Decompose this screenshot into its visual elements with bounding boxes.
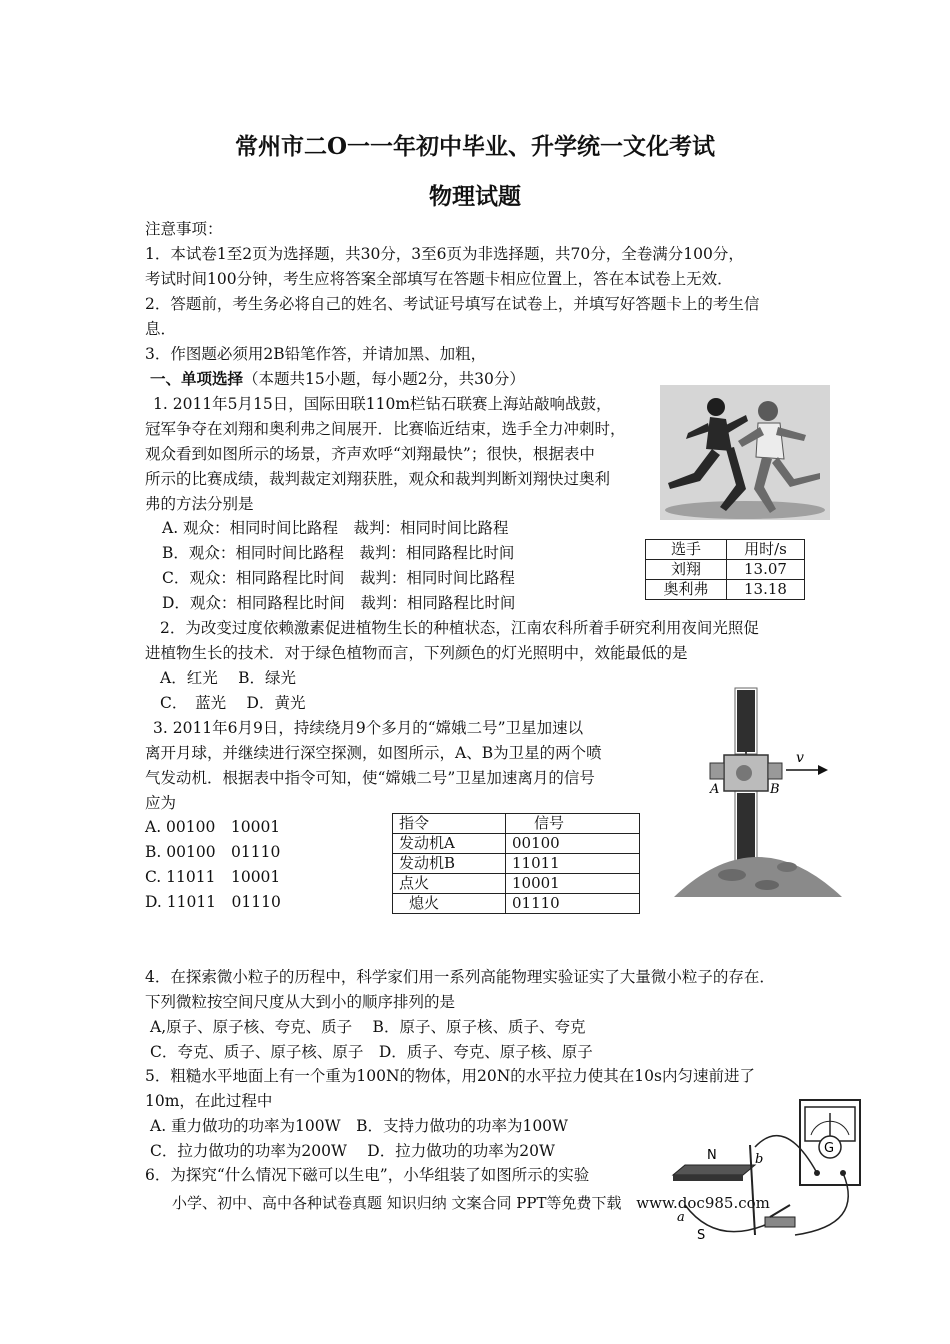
q2-options-1: A．红光 B．绿光: [160, 669, 297, 687]
q4-line-2: 下列微粒按空间尺度从大到小的顺序排列的是: [145, 993, 456, 1011]
galvanometer-label: G: [824, 1141, 835, 1156]
table-row: [393, 854, 640, 874]
q1-option-b: B．观众：相同时间比路程 裁判：相同路程比时间: [162, 544, 515, 562]
electromagnetic-induction-figure: [655, 1095, 865, 1250]
q5-line-2: 10m，在此过程中: [145, 1092, 273, 1110]
q4-options-2: C．夸克、质子、原子核、原子 D．质子、夸克、原子核、原子: [150, 1043, 593, 1061]
magnet-north-label: N: [707, 1148, 717, 1163]
hurdles-runners-figure: [660, 385, 830, 520]
engine-b-label: B: [770, 782, 780, 797]
table-header-row: [646, 540, 805, 560]
q3-option-d: D. 11011 01110: [145, 893, 281, 911]
wire-a-label: a: [677, 1210, 685, 1225]
table-cell: 发动机A: [393, 834, 506, 854]
notice-heading: 注意事项：: [145, 220, 223, 238]
magnet-south-label: S: [697, 1228, 706, 1243]
table-header-row: [393, 814, 640, 834]
wire-b-label: b: [755, 1152, 764, 1167]
table-row: [393, 874, 640, 894]
engine-a-label: A: [710, 782, 720, 797]
q2-options-2: C． 蓝光 D．黄光: [160, 694, 306, 712]
exam-title: 常州市二O一一年初中毕业、升学统一文化考试: [234, 133, 716, 160]
q3-line-1: 3. 2011年6月9日，持续绕月9个多月的“嫦娥二号”卫星加速以: [153, 719, 584, 737]
section-note: （本题共15小题，每小题2分，共30分）: [243, 370, 525, 388]
q3-option-a: A. 00100 10001: [145, 818, 281, 836]
q4-line-1: 4．在探索微小粒子的历程中，科学家们用一系列高能物理实验证实了大量微小粒子的存在．: [145, 968, 775, 986]
q3-command-table: [392, 813, 640, 914]
table-cell: 奥利弗: [646, 580, 727, 600]
q5-line-1: 5．粗糙水平地面上有一个重为100N的物体，用20N的水平拉力使其在10s内匀速前进了: [145, 1067, 755, 1085]
footer-text: 小学、初中、高中各种试卷真题 知识归纳 文案合同 PPT等免费下载: [172, 1194, 622, 1212]
footer-url[interactable]: www.doc985.com: [636, 1194, 770, 1212]
q1-results-table: [645, 539, 805, 600]
table-cell: 13.07: [726, 560, 804, 580]
q3-line-2: 离开月球，并继续进行深空探测，如图所示，A、B为卫星的两个喷: [145, 744, 602, 762]
section-title: 一、单项选择: [150, 369, 244, 388]
q3-option-c: C. 11011 10001: [145, 868, 281, 886]
table-row: [393, 894, 640, 914]
table-cell: 01110: [506, 894, 640, 914]
q1-line-3: 观众看到如图所示的场景，齐声欢呼“刘翔最快”；很快，根据表中: [145, 445, 595, 463]
table-row: [393, 834, 640, 854]
notice-item-1: 1．本试卷1至2页为选择题，共30分，3至6页为非选择题，共70分，全卷满分100分，: [145, 245, 744, 263]
q5-options-1: A. 重力做功的功率为100W B．支持力做功的功率为100W: [150, 1117, 568, 1135]
table-header-cell: 选手: [646, 540, 727, 560]
satellite-figure: [672, 685, 847, 900]
table-header-cell: 信号: [506, 814, 640, 834]
table-cell: 00100: [506, 834, 640, 854]
exam-subtitle: 物理试题: [429, 183, 521, 210]
notice-item-3: 3．作图题必须用2B铅笔作答，并请加黑、加粗，: [145, 345, 487, 363]
table-row: [646, 580, 805, 600]
table-header-cell: 指令: [393, 814, 506, 834]
q1-line-2: 冠军争夺在刘翔和奥利弗之间展开．比赛临近结束，选手全力冲刺时，: [145, 420, 626, 438]
q1-line-5: 弗的方法分别是: [145, 495, 254, 513]
q5-options-2: C．拉力做功的功率为200W D．拉力做功的功率为20W: [150, 1142, 555, 1160]
velocity-label: v: [796, 750, 804, 766]
table-row: [646, 560, 805, 580]
table-cell: 13.18: [726, 580, 804, 600]
table-cell: 10001: [506, 874, 640, 894]
q2-line-1: 2．为改变过度依赖激素促进植物生长的种植状态，江南农科所着手研究利用夜间光照促: [160, 619, 759, 637]
notice-item-1-cont: 考试时间100分钟，考生应将答案全部填写在答题卡相应位置上，答在本试卷上无效．: [145, 270, 733, 288]
q1-option-d: D．观众：相同路程比时间 裁判：相同路程比时间: [162, 594, 516, 612]
footer-note: [172, 1192, 770, 1213]
q3-option-b: B. 00100 01110: [145, 843, 281, 861]
table-cell: 点火: [393, 874, 506, 894]
table-cell: 熄火: [393, 894, 506, 914]
q3-line-3: 气发动机．根据表中指令可知，使“嫦娥二号”卫星加速离月的信号: [145, 769, 595, 787]
q1-line-4: 所示的比赛成绩，裁判裁定刘翔获胜，观众和裁判判断刘翔快过奥利: [145, 470, 611, 488]
q2-line-2: 进植物生长的技术．对于绿色植物而言，下列颜色的灯光照明中，效能最低的是: [145, 644, 688, 662]
q1-option-c: C．观众：相同路程比时间 裁判：相同时间比路程: [162, 569, 515, 587]
q1-option-a: A. 观众：相同时间比路程 裁判：相同时间比路程: [162, 519, 509, 537]
q4-options-1: A,原子、原子核、夸克、质子 B．原子、原子核、质子、夸克: [150, 1018, 586, 1036]
table-cell: 刘翔: [646, 560, 727, 580]
notice-item-2-cont: 息．: [145, 320, 177, 338]
table-header-cell: 用时/s: [726, 540, 804, 560]
q6-line-1: 6．为探究“什么情况下磁可以生电”，小华组装了如图所示的实验: [145, 1166, 590, 1184]
q1-line-1: 1. 2011年5月15日，国际田联110m栏钻石联赛上海站敲响战鼓，: [153, 395, 612, 413]
q3-line-4: 应为: [145, 794, 177, 812]
section-heading: [150, 369, 525, 389]
table-cell: 发动机B: [393, 854, 506, 874]
notice-item-2: 2．答题前，考生务必将自己的姓名、考试证号填写在试卷上，并填写好答题卡上的考生信: [145, 295, 760, 313]
table-cell: 11011: [506, 854, 640, 874]
